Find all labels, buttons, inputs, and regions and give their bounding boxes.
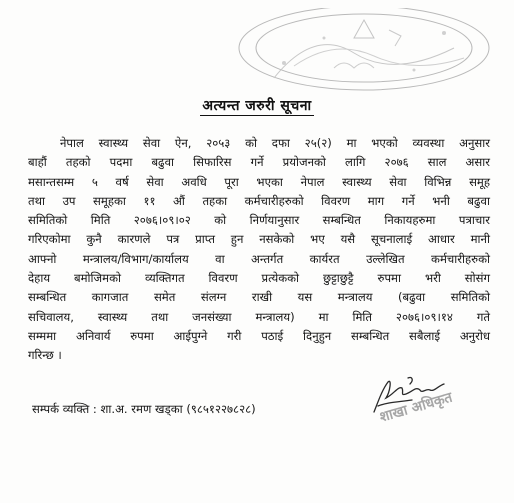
notice-line: गरिन्छ ।	[28, 348, 62, 363]
notice-line: तथा उप समूहका ११ औं तहका कर्मचारीहरुको विवरण माग गर्ने भनी बढुवा	[28, 193, 490, 208]
section-officer-stamp: शाखा अधिकृत	[377, 389, 455, 426]
notice-line: मसान्तसम्म ५ वर्ष सेवा अवधि पूरा भएका नेपाल स्वास्थ्य सेवा विभिन्न समूह	[28, 174, 490, 189]
notice-line: आफ्नो मन्त्रालय/विभाग/कार्यालय वा अन्तर्गत कार्यरत उल्लेखित कर्मचारीहरुको	[28, 251, 490, 266]
notice-line: सम्बन्धित कागजात समेत संलग्न राखी यस मन्त्रालय (बढुवा समितिको	[28, 290, 490, 305]
notice-body	[28, 134, 490, 366]
notice-line: सचिवालय, स्वास्थ्य तथा जनसंख्या मन्त्रालय) मा मिति २०७६।०९।१४ गते	[28, 309, 490, 324]
government-seal-icon	[214, 8, 514, 108]
notice-line: बाहौं तहको पदमा बढुवा सिफारिस गर्ने प्रयोजनको लागि २०७६ साल असार	[28, 155, 490, 170]
notice-line: नेपाल स्वास्थ्य सेवा ऐन, २०५३ को दफा २५(२) मा भएको व्यवस्था अनुसार	[60, 136, 490, 150]
contact-person: सम्पर्क व्यक्ति : शा.अ. रमण खड्का (९८५१२२७८२८)	[32, 402, 256, 416]
notice-line: देहाय बमोजिमको व्यक्तिगत विवरण प्रत्येकको छुट्टाछुट्टै रुपमा भरी सोसंग	[28, 271, 490, 286]
notice-line: सम्ममा अनिवार्य रुपमा आईपुग्ने गरी पठाई दिनुहुन सम्बन्धित सबैलाई अनुरोध	[28, 328, 490, 343]
notice-line: गरिएकोमा कुनै कारणले पत्र प्राप्त हुन नसकेको भए यसै सूचनालाई आधार मानी	[28, 232, 490, 247]
notice-title-text: अत्यन्त जरुरी सूचना	[202, 98, 312, 114]
notice-line: समितिको मिति २०७६।०९।०२ को निर्णयानुसार सम्बन्धित निकायहरुमा पत्राचार	[28, 213, 490, 228]
notice-title	[0, 96, 514, 115]
